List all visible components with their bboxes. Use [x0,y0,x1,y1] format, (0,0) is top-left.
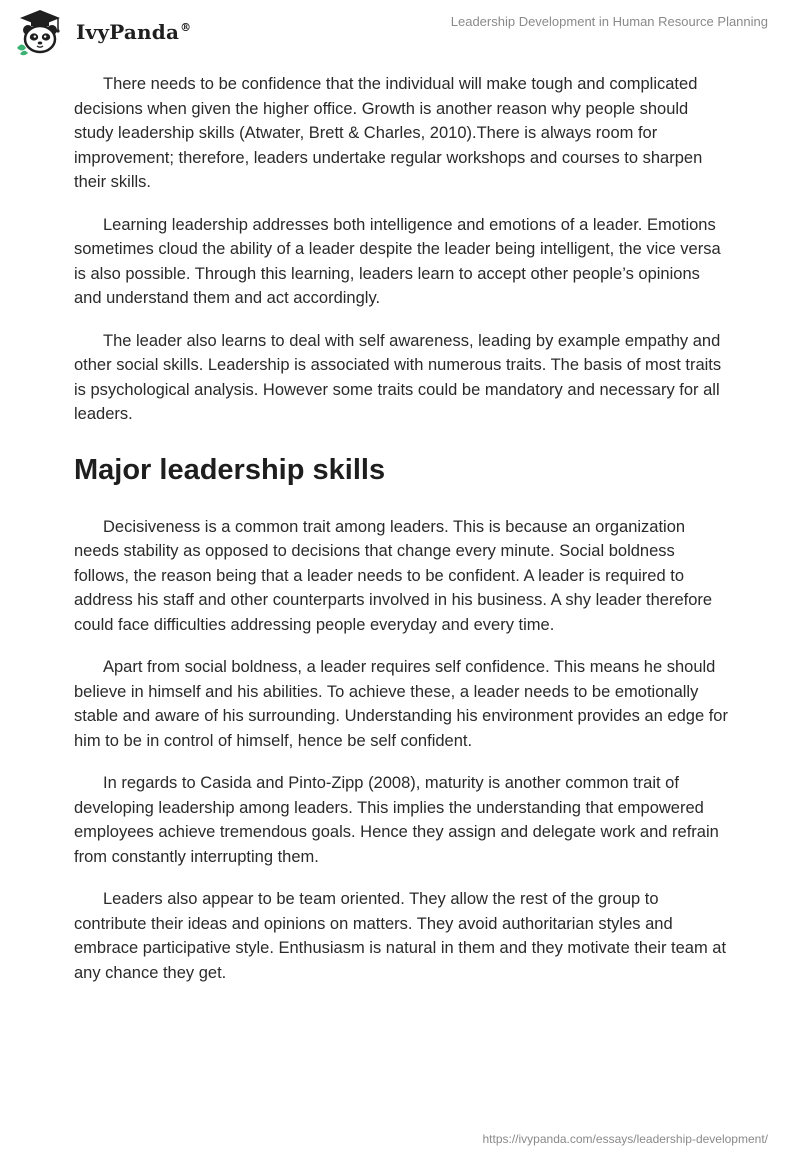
page-header [0,0,800,60]
paragraph: Leaders also appear to be team oriented. They allow the rest of the group to contribute their ideas and opinions on matters. They avoid authoritarian styles and embrace participative style. Enthusiasm is natural in them and they motivate their team at any chance they get. [74,890,727,982]
section-heading: Major leadership skills [74,453,386,486]
paragraph: The leader also learns to deal with self awareness, leading by example empathy and other social skills. Leadership is associated with numerous traits. The basis of most traits is psychological analysis. However some traits could be mandatory and necessary for all leaders. [74,331,722,423]
essay-body [74,72,728,1003]
source-url[interactable]: https://ivypanda.com/essays/leadership-development/ [482,1132,768,1146]
paragraph: Decisiveness is a common trait among leaders. This is because an organization needs stability as opposed to decisions that change every minute. Social boldness follows, the reason being that a leader needs to be confident. A leader is required to address his staff and other counterparts involved in his business. A shy leader therefore could face difficulties addressing people everyday and every time. [74,517,713,634]
paragraph: There needs to be confidence that the individual will make tough and complicated decisions when given the higher office. Growth is another reason why people should study leadership skills (Atwater, Brett & Charles, 2010).There is always room for improvement; therefore, leaders undertake regular workshops and courses to sharpen their skills. [74,75,703,191]
paragraph: In regards to Casida and Pinto-Zipp (2008), maturity is another common trait of developing leadership among leaders. This implies the understanding that empowered employees achieve tremendous goals. Hence they assign and delegate work and refrain from constantly interrupting them. [74,774,719,866]
document-title: Leadership Development in Human Resource Planning [450,14,768,29]
brand-name: IvyPanda® [76,20,192,44]
ivypanda-logo[interactable] [14,8,191,56]
paragraph: Apart from social boldness, a leader requires self confidence. This means he should believe in himself and his abilities. To achieve these, a leader needs to be emotionally stable and aware of his surrounding. Understanding his environment provides an edge for him to be in control of himself, hence be self confident. [74,658,728,750]
panda-graduate-icon [14,8,70,56]
paragraph: Learning leadership addresses both intelligence and emotions of a leader. Emotions sometimes cloud the ability of a leader despite the leader being intelligent, the vice versa is also possible. Through this learning, leaders learn to accept other people’s opinions and understand them and act accordingly. [74,215,721,307]
